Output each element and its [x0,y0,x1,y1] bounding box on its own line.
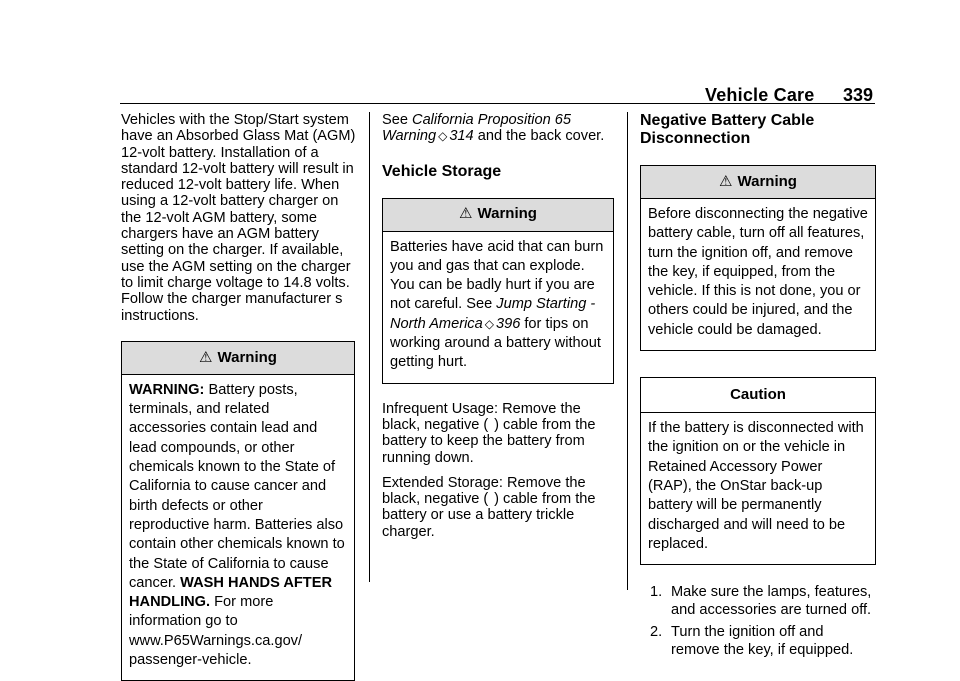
extended-storage-paragraph: Extended Storage: Remove the black, negative ( ) cable from the battery or use a battery trickle charger. [382,474,596,540]
caution-body: If the battery is disconnected with the ignition on or the vehicle in Retained Accessory Power (RAP), the OnStar back-up battery will be permanently discharged and will need to be replaced. [648,420,864,552]
infrequent-usage-paragraph: Infrequent Usage: Remove the black, negative ( ) cable from the battery to keep the battery from running down. [382,400,596,466]
warning-triangle-icon: ⚠ [719,172,733,190]
acid-warning-box [382,198,614,384]
warning-triangle-icon: ⚠ [199,348,213,366]
warning-title: Warning [477,205,537,223]
warning-triangle-icon: ⚠ [459,205,473,223]
column-2 [382,112,614,540]
warning-lead: WARNING: [129,381,205,398]
header-rule [120,103,875,104]
prop65-warning-box [121,341,355,681]
caution-header [641,378,875,413]
column-3 [640,112,876,663]
warning-text: Battery posts, terminals, and related accessories contain lead and lead compounds, or other chemicals known to the State of California to cause cancer and birth defects or other reproductive harm. Batteries also contain other chemicals known to the State of California to cause cancer. [129,381,345,591]
warning-header [122,342,354,375]
negative-cable-heading: Negative Battery Cable Disconnection [640,112,815,147]
page-ref-arrow-icon: ◇ [484,316,494,331]
prop65-link[interactable]: California Proposition 65 Warning [382,112,572,145]
warning-header [383,199,613,232]
page-ref[interactable]: 396 [495,315,521,332]
warning-body [122,375,354,680]
disconnect-warning-box [640,165,876,351]
agm-battery-paragraph: Vehicles with the Stop/Start system have an Absorbed Glass Mat (AGM) 12-volt battery. Installation of a standard 12-volt battery will result in reduced 12-volt battery life. When using a 12-volt battery charger on the 12-volt AGM battery, some chargers have an AGM battery setting on the charger. If available, use the AGM setting on the charger to limit charge voltage to 14.8 volts. Follow the charger manufacturer s instructions. [121,112,356,324]
warning-body: Batteries have acid that can burn you and gas that can explode. You can be badly hurt if you are not careful. See Jump Starting - North America ◇ 396 for tips on working around a battery without getting hurt. [390,238,604,371]
warning-emphasis: WASH HANDS AFTER HANDLING. [129,574,332,611]
page-ref-arrow-icon: ◇ [438,129,448,144]
warning-title: Warning [217,348,277,366]
warning-title: Warning [737,172,797,190]
page-ref[interactable]: 314 [449,128,474,145]
see-reference: See California Proposition 65 Warning ◇ 314 and the back cover. [382,112,605,145]
warning-header [641,166,875,199]
warning-text-more: For more information go to www.P65Warnings.ca.gov/ passenger-vehicle. [129,594,303,669]
caution-box [640,377,876,565]
caution-title: Caution [730,385,786,403]
warning-body: Before disconnecting the negative battery cable, turn off all features, turn the ignition off, and remove the key, if equipped, from the vehicle. If this is not done, you or others could be injured, and the vehicle could be damaged. [648,206,868,338]
list-item: 2. Turn the ignition off and remove the key, if equipped. [650,624,854,659]
page-number: 339 [843,85,874,105]
list-item: 1. Make sure the lamps, features, and accessories are turned off. [650,584,872,619]
page-header-title: Vehicle Care [705,85,815,105]
disconnect-steps [640,583,876,659]
column-divider-left [369,112,370,582]
column-divider-right [627,112,628,590]
column-1 [121,112,357,681]
vehicle-storage-heading: Vehicle Storage [382,162,502,180]
jump-starting-link[interactable]: Jump Starting - North America [390,296,596,332]
